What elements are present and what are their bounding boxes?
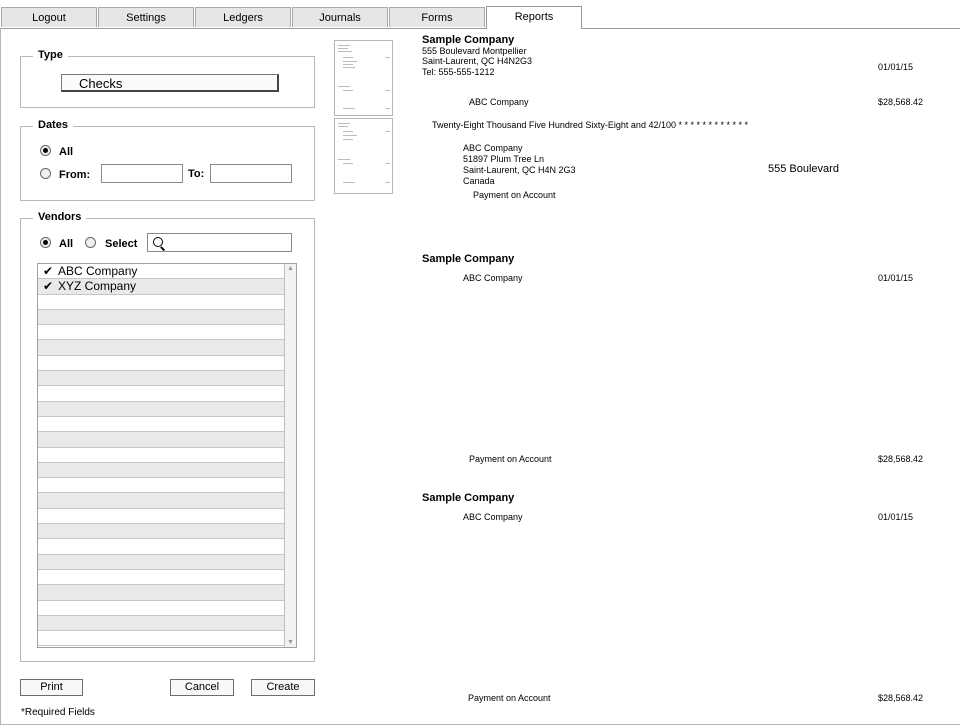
dates-all-label: All [59, 146, 74, 158]
to-date-input[interactable] [210, 164, 292, 183]
vendor-list-empty-row [38, 585, 286, 600]
check-date: 01/01/15 [878, 62, 914, 72]
tab-bar [0, 0, 960, 29]
vendors-legend: Vendors [33, 211, 86, 223]
check-company-address2: Saint-Laurent, QC H4N2G3 [422, 56, 533, 66]
checkmark-icon[interactable]: ✔ [43, 279, 54, 294]
check-payee-address1: 51897 Plum Tree Ln [463, 154, 545, 164]
vendor-list-empty-row [38, 417, 286, 432]
type-select[interactable]: Checks [61, 74, 279, 92]
vendor-list-empty-row [38, 310, 286, 325]
vendor-name: XYZ Company [58, 279, 137, 294]
vendors-select-radio[interactable] [85, 237, 96, 248]
vendor-list-empty-row [38, 509, 286, 524]
stub2-payee: ABC Company [463, 512, 523, 522]
vendor-list-empty-row [38, 616, 286, 631]
stub2-memo: Payment on Account [468, 693, 551, 703]
vendor-search-input[interactable] [147, 233, 292, 252]
vendor-list-empty-row [38, 601, 286, 616]
vendor-list-empty-row [38, 295, 286, 310]
vendor-name: ABC Company [58, 264, 138, 278]
vendor-list-empty-row [38, 340, 286, 355]
cancel-button[interactable]: Cancel [170, 679, 234, 696]
type-group [20, 49, 315, 108]
vendor-list-item[interactable] [38, 279, 286, 294]
scroll-up-icon[interactable]: ▲ [287, 265, 294, 272]
tab-ledgers[interactable]: Ledgers [195, 7, 291, 27]
check-payee-name: ABC Company [463, 143, 523, 153]
vendors-select-label: Select [105, 238, 138, 250]
vendor-list-empty-row [38, 524, 286, 539]
vendor-list-empty-row [38, 432, 286, 447]
vendor-list-empty-row [38, 325, 286, 340]
vendor-list [37, 263, 297, 648]
check-amount: $28,568.42 [878, 97, 924, 107]
check-bank-note: 555 Boulevard [768, 163, 839, 175]
stub1-date: 01/01/15 [878, 273, 914, 283]
check-payee-country: Canada [463, 176, 495, 186]
stub1-amount: $28,568.42 [878, 454, 924, 464]
vendor-list-empty-row [38, 463, 286, 478]
vendor-list-empty-row [38, 402, 286, 417]
vendor-list-item[interactable] [38, 264, 286, 279]
check-payee: ABC Company [469, 97, 529, 107]
page-thumbnail-1[interactable] [334, 40, 393, 116]
to-label: To: [188, 168, 205, 180]
create-button[interactable]: Create [251, 679, 315, 696]
check-company-name: Sample Company [422, 34, 515, 46]
vendor-list-empty-row [38, 448, 286, 463]
check-company-address1: 555 Boulevard Montpellier [422, 46, 527, 56]
vendors-all-label: All [59, 238, 74, 250]
tab-settings[interactable]: Settings [98, 7, 194, 27]
vendor-list-empty-row [38, 478, 286, 493]
type-legend: Type [33, 49, 68, 61]
from-label: From: [59, 169, 91, 181]
dates-all-radio[interactable] [40, 145, 51, 156]
from-date-input[interactable] [101, 164, 183, 183]
stub1-memo: Payment on Account [469, 454, 552, 464]
vendor-rows [38, 264, 286, 646]
vendor-list-empty-row [38, 356, 286, 371]
scroll-down-icon[interactable]: ▼ [287, 639, 294, 646]
vendor-list-empty-row [38, 555, 286, 570]
vendor-list-empty-row [38, 570, 286, 585]
vendor-list-scrollbar[interactable] [284, 264, 296, 647]
checkmark-icon[interactable]: ✔ [43, 264, 54, 278]
stub2-amount: $28,568.42 [878, 693, 924, 703]
check-memo: Payment on Account [473, 190, 556, 200]
check-payee-address2: Saint-Laurent, QC H4N 2G3 [463, 165, 576, 175]
dates-group [20, 119, 315, 201]
required-fields-note: *Required Fields [21, 707, 95, 718]
tab-forms[interactable]: Forms [389, 7, 485, 27]
stub1-company-name: Sample Company [422, 253, 515, 265]
check-amount-words: Twenty-Eight Thousand Five Hundred Sixty-Eight and 42/100 * * * * * * * * * * * * [432, 120, 749, 130]
check-company-phone: Tel: 555-555-1212 [422, 67, 495, 77]
vendor-list-empty-row [38, 631, 286, 646]
vendors-all-radio[interactable] [40, 237, 51, 248]
page-thumbnail-2[interactable] [334, 118, 393, 194]
stub1-payee: ABC Company [463, 273, 523, 283]
vendor-list-empty-row [38, 493, 286, 508]
vendor-list-empty-row [38, 539, 286, 554]
tab-logout[interactable]: Logout [1, 7, 97, 27]
dates-legend: Dates [33, 119, 73, 131]
tab-reports[interactable]: Reports [486, 6, 582, 29]
dates-range-radio[interactable] [40, 168, 51, 179]
tab-journals[interactable]: Journals [292, 7, 388, 27]
vendor-list-empty-row [38, 386, 286, 401]
print-button[interactable]: Print [20, 679, 83, 696]
stub2-date: 01/01/15 [878, 512, 914, 522]
vendor-list-empty-row [38, 371, 286, 386]
stub2-company-name: Sample Company [422, 492, 515, 504]
search-icon [153, 237, 163, 247]
